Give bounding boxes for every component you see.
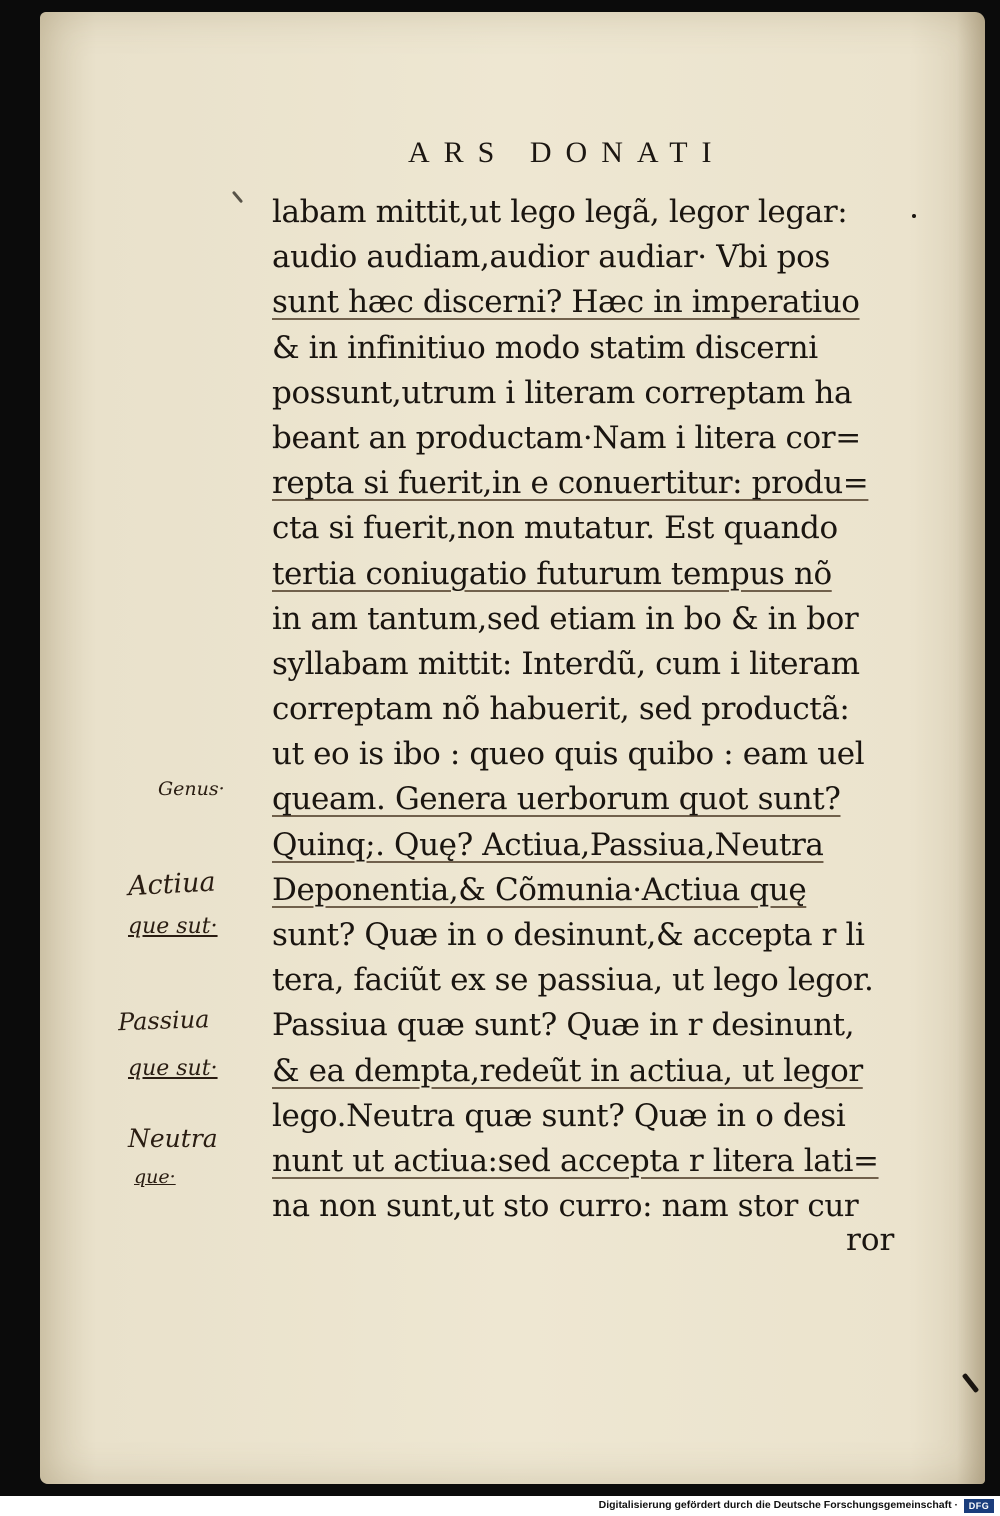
- text-line: Passiua quæ sunt? Quæ in r desinunt,: [272, 1007, 855, 1044]
- text-line: audio audiam,audior audiar· Vbi pos: [272, 239, 830, 276]
- page-edge-shadow: [957, 12, 985, 1484]
- text-line: tertia coniugatio futurum tempus nõ: [272, 555, 832, 592]
- marginal-note-actiua: Actiua: [127, 866, 217, 903]
- footer-credit: Digitalisierung gefördert durch die Deutsche Forschungsgemeinschaft ·: [598, 1499, 958, 1511]
- running-head: ARS DONATI: [408, 136, 726, 169]
- text-line: possunt,utrum i literam correptam ha: [272, 374, 853, 411]
- text-line: sunt hæc discerni? Hæc in imperatiuo: [272, 284, 860, 321]
- text-line: tera, faciũt ex se passiua, ut lego legor.: [272, 962, 874, 999]
- text-line: in am tantum,sed etiam in bo & in bor: [272, 600, 859, 637]
- text-line: & ea dempta,redeũt in actiua, ut legor: [272, 1052, 863, 1089]
- marginal-note-que: que·: [134, 1166, 176, 1188]
- text-line: nunt ut actiua:sed accepta r litera lati=: [272, 1142, 879, 1179]
- dfg-logo: DFG: [964, 1499, 994, 1513]
- text-line: ut eo is ibo : queo quis quibo : eam uel: [272, 736, 865, 773]
- text-line: repta si fuerit,in e conuertitur: produ=: [272, 465, 869, 502]
- text-line: Quinq;. Quę? Actiua,Passiua,Neutra: [272, 826, 824, 863]
- catchword: ror: [846, 1222, 895, 1258]
- text-line: labam mittit,ut lego legã, legor legar:: [272, 194, 848, 230]
- text-line: Deponentia,& Cõmunia·Actiua quę: [272, 871, 807, 908]
- text-line: sunt? Quæ in o desinunt,& accepta r li: [272, 917, 865, 953]
- text-line: cta si fuerit,non mutatur. Est quando: [272, 510, 838, 547]
- marginal-note-passiua: Passiua: [117, 1005, 210, 1037]
- marginal-note-genus: Genus·: [158, 778, 225, 800]
- marginal-note-que-sut-2: que sut·: [128, 1056, 218, 1081]
- text-line: queam. Genera uerborum quot sunt?: [272, 781, 841, 818]
- marginal-note-neutra: Neutra: [128, 1124, 218, 1153]
- text-line: na non sunt,ut sto curro: nam stor cur: [272, 1188, 859, 1225]
- text-line: correptam nõ habuerit, sed productã:: [272, 691, 850, 728]
- text-line: lego.Neutra quæ sunt? Quæ in o desi: [272, 1097, 846, 1134]
- marginal-note-que-sut-1: que sut·: [128, 914, 218, 939]
- ink-mark: [912, 214, 916, 218]
- main-text-block: [272, 190, 917, 1270]
- text-line: syllabam mittit: Interdũ, cum i literam: [272, 645, 860, 682]
- text-line: beant an productam·Nam i litera cor=: [272, 419, 861, 456]
- text-line: & in infinitiuo modo statim discerni: [272, 329, 818, 366]
